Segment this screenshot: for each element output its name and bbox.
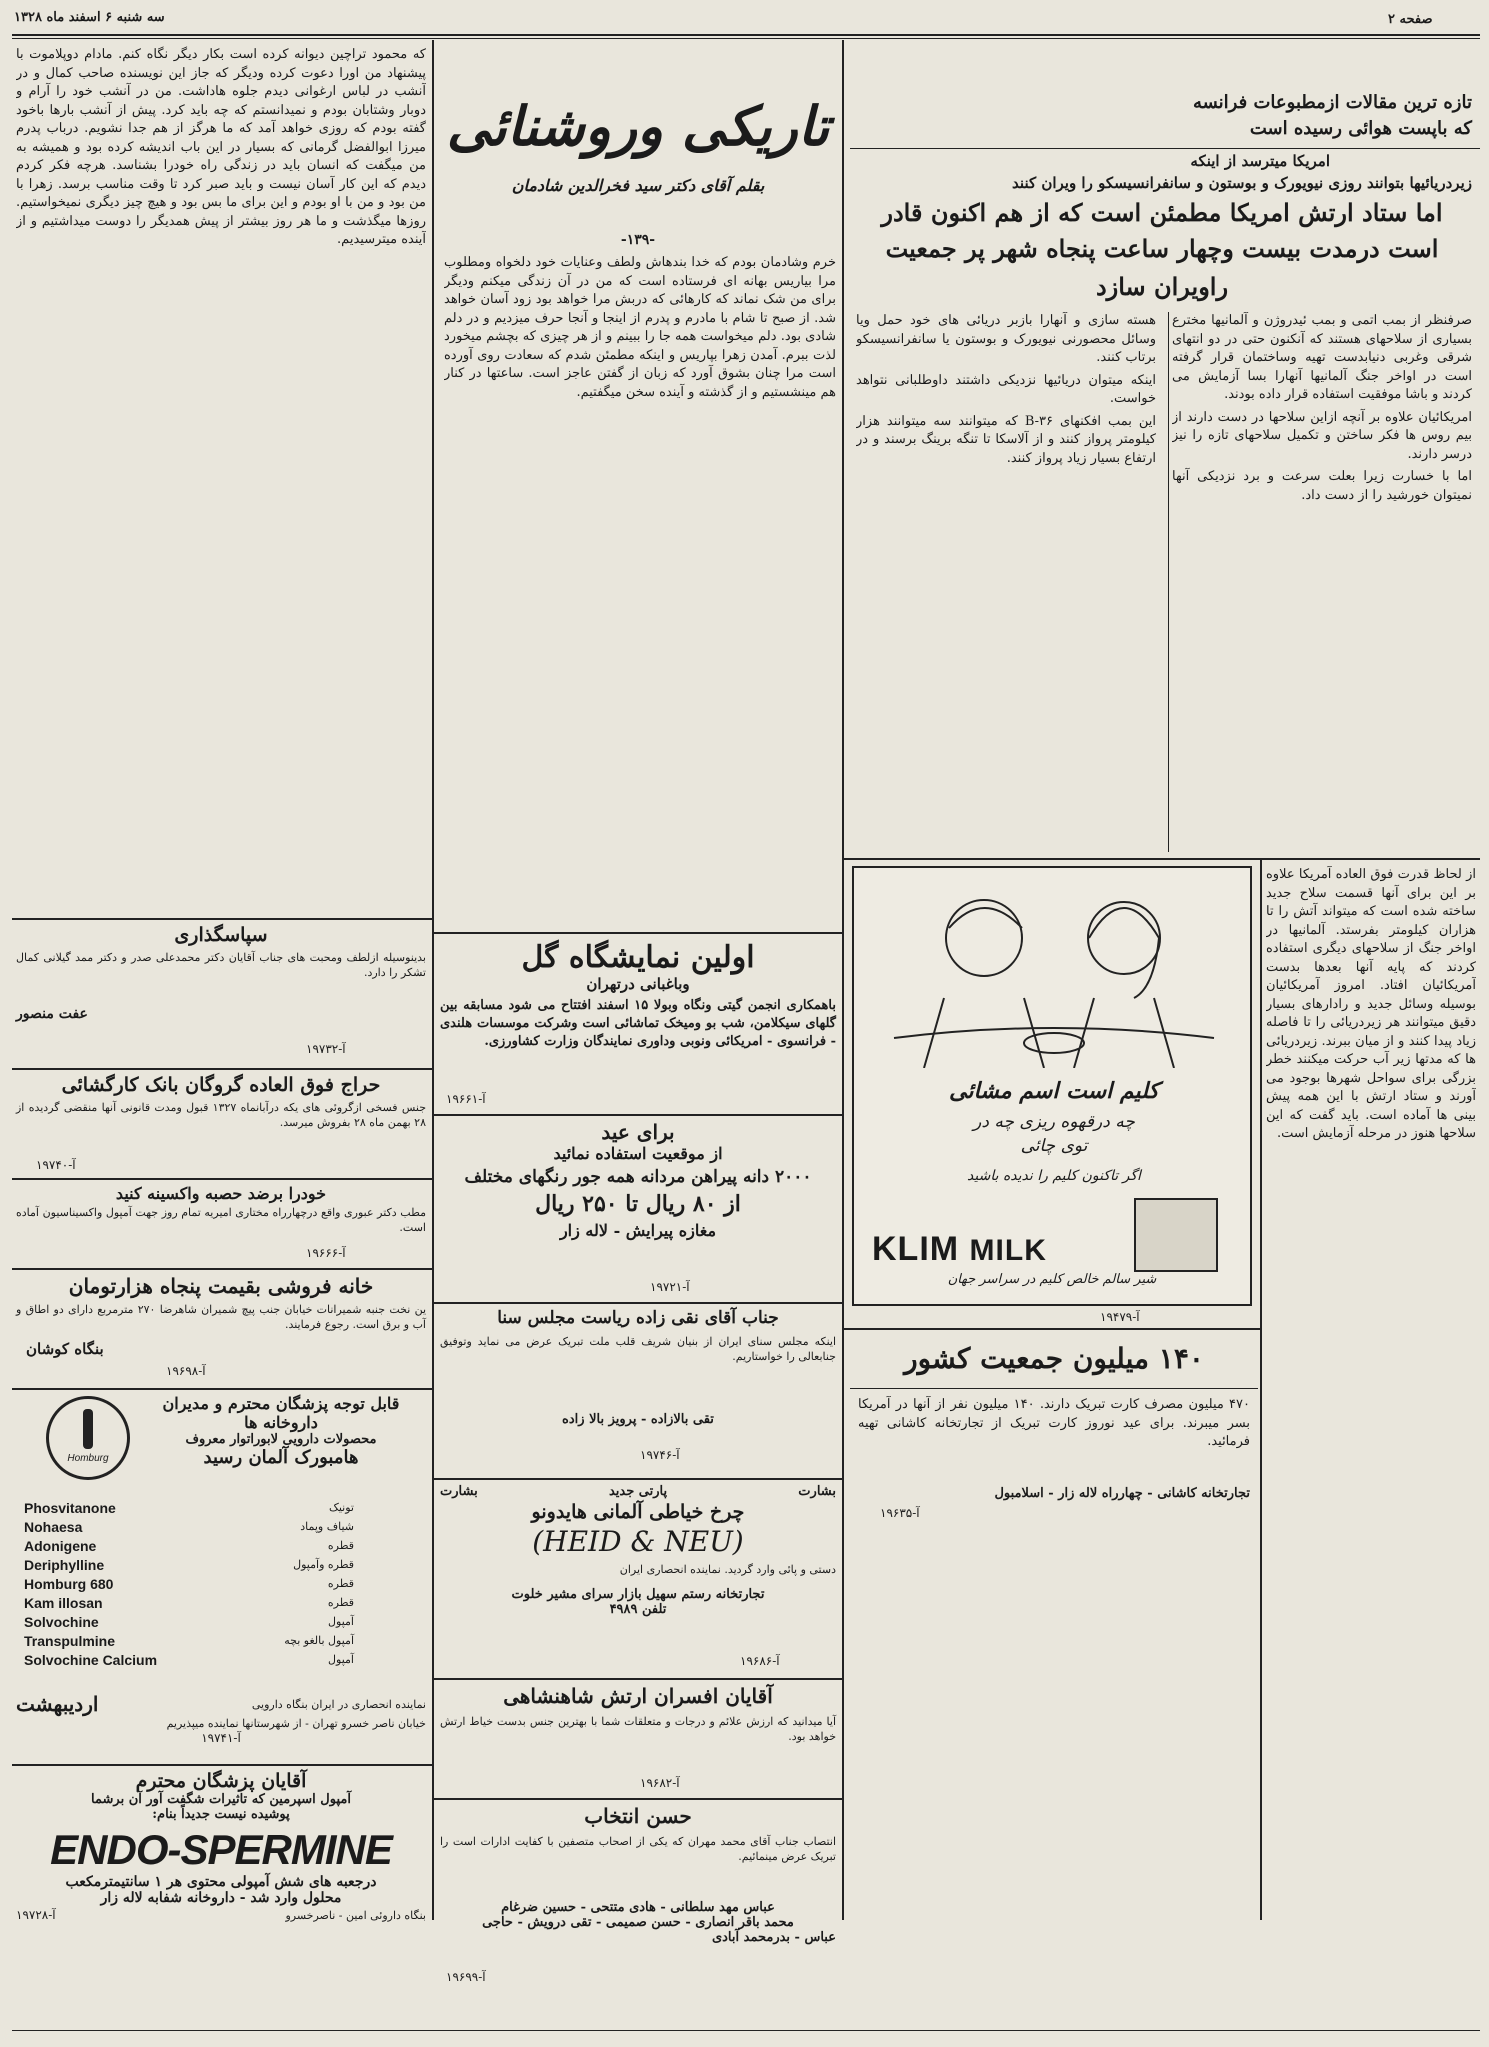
col-rule-1 bbox=[432, 40, 434, 1920]
eid-price: از ۸۰ ریال تا ۲۵۰ ریال bbox=[535, 1191, 741, 1217]
naghi-ad bbox=[440, 1308, 836, 1472]
eid-text: ۲۰۰۰ دانه پیراهن مردانه همه جور رنگهای مختلف bbox=[464, 1167, 812, 1187]
heid-rule bbox=[434, 1678, 842, 1680]
house-ref: آ-۱۹۶۹۸ bbox=[166, 1364, 206, 1378]
klim-bottom-rule bbox=[844, 1328, 1262, 1330]
product-row bbox=[24, 1574, 354, 1593]
army-rule bbox=[434, 1798, 842, 1800]
pop-title: ۱۴۰ میلیون جمعیت کشور bbox=[904, 1342, 1204, 1375]
product-name: Kam illosan bbox=[24, 1594, 103, 1611]
product-row bbox=[24, 1498, 354, 1517]
product-row bbox=[24, 1593, 354, 1612]
product-type: آمپول بالغو بچه bbox=[284, 1634, 354, 1647]
product-type: آمپول bbox=[328, 1615, 354, 1628]
right-article-bottom-rule bbox=[844, 858, 1480, 860]
product-name: Solvochine bbox=[24, 1613, 99, 1630]
pop-text: ۴۷۰ میلیون مصرف کارت تبریک دارند. ۱۴۰ میلیون نفر از آنها در آمریکا بسر میبرند. برای عید نوروز کارت تبریک از تجارتخانه کاشانی تهیه فرمائید. bbox=[858, 1397, 1250, 1449]
pharma-rule bbox=[12, 1764, 432, 1766]
story-episode: -۱۳۹- bbox=[620, 232, 656, 248]
right-bottom-text: از لحاظ قدرت فوق العاده آمریکا علاوه بر این برای آنها قسمت سلاح جدید ساخته شده است که میتواند آتش را تا هزاران کیلومتر بفرستد. آلمانیها در اواخر جنگ از سلاحهای دیگری استفاده کردند که پایه آنها بعدها بدست آمریکائیان افتاد. امروز آمریکائیان بوسیله وسائل جدید و رادارهای بسیار دقیق میتوانند هر زیردریائی را تا فاصله زیاد پیدا کنند و از میان ببرند. زیردریائی ها که مدتها زیر آب حرکت میکنند خطر بزرگی برای سواحل شهرها بوجود می آورند و ستاد ارتش با این همه پیش بینی ها آماده است. باید گفت که این سلاحها هنوز در مرحله آزمایش است. bbox=[1266, 867, 1476, 1141]
pharma-title-2: داروخانه ها bbox=[244, 1413, 318, 1432]
thanks-title: سپاسگذاری bbox=[174, 924, 268, 946]
house-ad bbox=[16, 1274, 426, 1384]
choice-ref: آ-۱۹۶۹۹ bbox=[446, 1970, 486, 1984]
house-text: ین نخت جنبه شمیرانات خیابان جنب پیچ شمیران شاهرضا ۲۷۰ مترمربع دارای دو اطاق و آب و برق است. رجوع فرمایند. bbox=[16, 1303, 426, 1331]
product-row bbox=[24, 1631, 354, 1650]
eid-rule bbox=[434, 1302, 842, 1304]
product-type: قطره وآمپول bbox=[293, 1558, 354, 1571]
flower-rule bbox=[434, 1114, 842, 1116]
choice-text: انتصاب جناب آقای محمد مهران که یکی از اصحاب متصفین با کفایت ادارات است را تبریک عرض مینمائیم. bbox=[440, 1835, 836, 1863]
klim-line-3: اگر تاکنون کلیم را ندیده باشید bbox=[967, 1168, 1141, 1184]
kicker-rule bbox=[850, 148, 1480, 149]
flower-text: باهمکاری انجمن گیتی ونگاه وبولا ۱۵ اسفند افتتاح می شود مسابقه بین گلهای سیکلامن، شب بو ومیخک تماشائی است وشرکت موسسات هلندی - فرانسوی - امریکائی ونوبی وداوری نمایندگان وزارت کشاورزی. bbox=[440, 998, 836, 1049]
product-name: Solvochine Calcium bbox=[24, 1651, 158, 1668]
right-para-c: هسته سازی و آنهارا بازبر دریائی های خود حمل ویا وسائل محصورنی نیویورک و بوستون یا سانفرانسیسکو برتاب کنند. bbox=[856, 313, 1156, 365]
auction-text: جنس فسخی ازگروئی های یکه درآبانماه ۱۳۲۷ قبول ومدت قانونی آنها منقضی گردیده از ۲۸ بهمن ماه ۲۸ بفروش میرسد. bbox=[16, 1101, 426, 1129]
auction-rule bbox=[12, 1178, 432, 1180]
heid-tel: تلفن ۴۹۸۹ bbox=[609, 1602, 667, 1617]
klim-headline: کلیم است اسم مشائی bbox=[949, 1078, 1159, 1104]
product-type: قطره bbox=[327, 1539, 354, 1552]
product-row bbox=[24, 1612, 354, 1631]
page-number: صفحه ۲ bbox=[1388, 12, 1433, 27]
endo-addr: بنگاه داروئی امین - ناصرخسرو bbox=[285, 1909, 426, 1922]
endo-line-4: محلول وارد شد - داروخانه شفابه لاله زار bbox=[100, 1890, 342, 1906]
choice-ad bbox=[440, 1804, 836, 2004]
auction-ad bbox=[16, 1074, 426, 1174]
naghi-title: جناب آقای نقی زاده ریاست مجلس سنا bbox=[497, 1308, 779, 1328]
headline-1: اما ستاد ارتش امریکا مطمئن است که از هم اکنون قادر bbox=[881, 198, 1443, 227]
klim-can bbox=[1134, 1198, 1218, 1272]
heid-shop: تجارتخانه رستم سهیل بازار سرای مشیر خلوت bbox=[511, 1587, 765, 1602]
choice-names-3: عباس - بدرمحمد آبادی bbox=[711, 1930, 836, 1945]
pop-shop: تجارتخانه کاشانی - چهارراه لاله زار - اسلامبول bbox=[994, 1486, 1250, 1501]
pop-ad bbox=[850, 1336, 1258, 1526]
pharma-agent-name: اردیبهشت bbox=[16, 1692, 99, 1716]
heid-kicker-m: پارتی جدید bbox=[608, 1484, 668, 1499]
header-rule bbox=[12, 34, 1480, 36]
heid-kicker-l: بشارت bbox=[440, 1484, 478, 1499]
col-rule-3 bbox=[1260, 860, 1262, 1920]
footer-rule bbox=[12, 2030, 1480, 2031]
headline-2: است درمدت بیست وچهار ساعت پنجاه شهر پر جمعیت bbox=[885, 234, 1439, 263]
thanks-rule bbox=[12, 1068, 432, 1070]
pharma-line: محصولات دارویی لابوراتوار معروف bbox=[185, 1432, 377, 1447]
homburg-logo bbox=[46, 1396, 130, 1480]
army-ref: آ-۱۹۶۸۲ bbox=[640, 1776, 680, 1790]
headline-3: راویران سازد bbox=[1095, 272, 1229, 301]
eid-title: برای عید bbox=[601, 1120, 675, 1144]
heid-ad bbox=[440, 1484, 836, 1674]
product-type: تونیک bbox=[329, 1501, 354, 1514]
right-para-b: امریکائیان علاوه بر آنچه ازاین سلاحها در دست دارند از بیم روس ها فکر ساختن و تکمیل سلاحهای تازه را نیز درسر دارند. bbox=[1172, 409, 1472, 462]
product-name: Homburg 680 bbox=[24, 1575, 114, 1592]
vaccine-ref: آ-۱۹۶۶۶ bbox=[306, 1246, 346, 1260]
klim-line-2: توی چائی bbox=[1020, 1136, 1088, 1156]
story-byline: بقلم آقای دکتر سید فخرالدین شادمان bbox=[511, 176, 765, 195]
vaccine-title: خودرا برضد حصبه واکسینه کنید bbox=[115, 1184, 327, 1203]
eid-ad bbox=[440, 1120, 836, 1298]
vaccine-rule bbox=[12, 1268, 432, 1270]
homburg-logo-text: Homburg bbox=[67, 1453, 109, 1464]
story-text: خرم وشادمان بودم که خدا بندهاش ولطف وعنایات خود دلخواه ومطلوب مرا بیاریس بهانه ای فرستاده است که من در آن زندگی میکنم ودیگر برای من شک نماند که کارهائی که دربش مرا خواهد بود زود آسان خواهد شد. از صبح تا شام با مادرم و پدرم از اینجا و آنجا حرف میزدیم و در دلم شادی بود. دلم میخواست همه جا را ببینم و از هر چیزی که بچشم میخورد لذت ببرم. آمدن زهرا بپاریس و اینکه مطمئن شدم که سعادت روی آورده است مرا چنان بشوق آورد که زبان از گفتن عاجز است. ساعتها در کنار هم مینشستیم و از گذشته و آینده سخن میگفتیم. bbox=[444, 255, 836, 400]
product-name: Nohaesa bbox=[24, 1518, 83, 1535]
product-name: Phosvitanone bbox=[24, 1499, 116, 1516]
heid-ref: آ-۱۹۶۸۶ bbox=[740, 1654, 780, 1668]
endo-line-2: پوشیده نیست جدیداً بنام: bbox=[152, 1807, 290, 1822]
endo-ref: آ-۱۹۷۲۸ bbox=[16, 1908, 56, 1922]
left-story-bottom-rule bbox=[12, 918, 432, 920]
pharma-agent-label: نماینده انحصاری در ایران بنگاه دارویی bbox=[251, 1697, 426, 1711]
klim-ad bbox=[852, 866, 1252, 1306]
right-article-split bbox=[1168, 312, 1169, 852]
choice-names-1: عباس مهد سلطانی - هادی متتحی - حسین ضرغام bbox=[501, 1900, 775, 1915]
endo-title: آقایان پزشگان محترم bbox=[135, 1770, 307, 1792]
klim-line-1: چه درقهوه ریزی چه در bbox=[973, 1112, 1135, 1132]
choice-names-2: محمد باقر انصاری - حسن صمیمی - تقی درویش - حاجی bbox=[482, 1915, 794, 1930]
col-rule-2 bbox=[842, 40, 844, 1920]
thanks-sign: عفت منصور bbox=[16, 1006, 88, 1022]
flower-title: اولین نمایشگاه گل bbox=[521, 940, 755, 975]
story-title: تاریکی وروشنائی bbox=[446, 94, 830, 158]
thanks-text: بدینوسیله ازلطف ومحبت های جناب آقایان دکتر محمدعلی صدر و دکتر ممد گیلانی کمال تشکر را دارد. bbox=[16, 951, 426, 979]
endo-line-1: آمپول اسپرمین که تاثیرات شگفت آور آن برشما bbox=[91, 1792, 351, 1807]
right-para-f: این بمب افکنهای B-۳۶ که میتوانند سه میتوانند هزار کیلومتر پرواز کنند و از آلاسکا تا تنگه برینگ برسند و در ارتفاع بسیار زیاد پرواز کنند. bbox=[856, 413, 1156, 466]
eid-ref: آ-۱۹۷۲۱ bbox=[650, 1280, 690, 1294]
product-type: شیاف وپماد bbox=[300, 1520, 354, 1533]
product-type: قطره bbox=[327, 1596, 354, 1609]
heid-text: دستی و پائی وارد گردید. نماینده انحصاری ایران bbox=[619, 1563, 836, 1576]
army-title: آقایان افسران ارتش شاهنشاهی bbox=[503, 1684, 773, 1708]
product-list bbox=[24, 1498, 354, 1669]
choice-title: حسن انتخاب bbox=[584, 1804, 692, 1828]
vaccine-text: مطب دکتر عبوری واقع درچهارراه مختاری امیریه تمام روز جهت آمپول واکسیناسیون آماده است. bbox=[16, 1206, 426, 1234]
klim-brand-2: MILK bbox=[969, 1234, 1047, 1267]
thanks-ref: آ-۱۹۷۳۲ bbox=[306, 1042, 346, 1056]
klim-brand-1: KLIM bbox=[872, 1230, 960, 1268]
heid-title: چرخ خیاطی آلمانی هایدونو bbox=[531, 1501, 745, 1523]
product-name: Deriphylline bbox=[24, 1556, 105, 1573]
house-agent: بنگاه کوشان bbox=[26, 1340, 104, 1358]
page-date: سه شنبه ۶ اسفند ماه ۱۳۲۸ bbox=[14, 10, 165, 25]
pop-rule bbox=[850, 1388, 1258, 1389]
auction-ref: آ-۱۹۷۴۰ bbox=[36, 1158, 76, 1172]
army-ad bbox=[440, 1684, 836, 1794]
flower-ref: آ-۱۹۶۶۱ bbox=[446, 1092, 486, 1106]
auction-title: حراج فوق العاده گروگان بانک کارگشائی bbox=[61, 1074, 381, 1096]
pharma-ad bbox=[16, 1394, 426, 1724]
pharma-ref: آ-۱۹۷۴۱ bbox=[201, 1731, 241, 1745]
flower-ad bbox=[440, 940, 836, 1110]
house-title: خانه فروشی بقیمت پنجاه هزارتومان bbox=[68, 1274, 374, 1298]
endo-brand: ENDO-SPERMINE bbox=[50, 1826, 392, 1873]
header-rule-2 bbox=[12, 38, 1480, 39]
endo-line-3: درجعبه های شش آمپولی محتوی هر ۱ سانتیمترمکعب bbox=[65, 1874, 377, 1890]
naghi-rule bbox=[434, 1478, 842, 1480]
product-row bbox=[24, 1517, 354, 1536]
naghi-sign: تقی بالازاده - پرویز بالا زاده bbox=[562, 1412, 714, 1427]
klim-tagline: شیر سالم خالص کلیم در سراسر جهان bbox=[947, 1272, 1157, 1287]
sub-headline-1: امریکا میترسد از اینکه bbox=[1190, 152, 1330, 170]
right-para-d: اینکه میتوان دریائیها نزدیکی داشتند داوطلبانی نتواهد خواست. bbox=[856, 372, 1156, 406]
right-article-col-a bbox=[1172, 312, 1472, 852]
kicker-2: که باپست هوائی رسیده است bbox=[1249, 118, 1472, 139]
product-name: Adonigene bbox=[24, 1537, 97, 1554]
pop-ref: آ-۱۹۶۳۵ bbox=[880, 1506, 920, 1520]
klim-illustration bbox=[854, 868, 1250, 1068]
product-row bbox=[24, 1555, 354, 1574]
klim-brand bbox=[872, 1230, 1047, 1269]
left-story-text: که محمود تراچین دیوانه کرده است بکار دیگر نگاه کنم. مادام دوپلاموت با پیشنهاد من اورا دعوت کرده ودیگر که جاز این نویسنده صاحب کمال و در آنشب در لباس ارغوانی دیدم جلوه هاداشت. من در آنشب خود را آرام و دوبار وشتابان بودم و نمیدانستم که چه باید کرد. پیش از آنشب بارها باخود گفته بودم که روزی خواهد آمد که ما هرگز از هم جدا نشویم. درباب پدرم میرزا ابوالفضل گرمانی که بسیار در این باب اندیشه کرده بود و همیشه به من میگفت که انسان باید در زندگی راه خودرا بشناسد. هرچه فکر کردم دیدم که این کار آسان نیست و باید صبر کرد تا وقت مناسب برسد. زهرا با من بود و من با او بودم و این برای ما بس بود و هیچ چیز دیگری نمیخواستیم. روزها میگذشت و ما هر روز بیشتر از پیش همدیگر را دوست میداشتیم و از آینده میترسیدیم. bbox=[16, 47, 426, 247]
product-name: Transpulmine bbox=[24, 1632, 116, 1649]
product-type: قطره bbox=[327, 1577, 354, 1590]
army-text: آیا میدانید که ارزش علائم و درجات و متعلقات شما با بهترین جنس بدست خیاط ارتش خواهد بود. bbox=[440, 1715, 836, 1743]
heid-kicker-r: بشارت bbox=[798, 1484, 836, 1499]
product-row bbox=[24, 1536, 354, 1555]
story-bottom-rule bbox=[434, 932, 842, 934]
right-article bbox=[850, 44, 1480, 854]
thanks-ad bbox=[16, 924, 426, 1064]
product-type: آمپول bbox=[328, 1653, 354, 1666]
right-para-a: صرفنظر از بمب اتمی و بمب ئیدروژن و آلمانیها مخترع بسیاری از سلاحهای هستند که آنکنون حتی در دو انتهای شرقی وغربی دنیابدست تهیه وساختمان قرار گرفته است در اواخر جنگ آلمانیها آنهارا بسا آزمایش می کردند و باشا موفقیت استفاده قرار داده بودند. bbox=[1172, 313, 1472, 402]
sub-headline-2: زیردریائیها بتوانند روزی نیویورک و بوستون و سانفرانسیسکو را ویران کنند bbox=[1012, 174, 1472, 192]
product-row bbox=[24, 1650, 354, 1669]
endo-ad bbox=[16, 1770, 426, 2020]
eid-shop: مغازه پیرایش - لاله زار bbox=[559, 1221, 717, 1240]
house-rule bbox=[12, 1388, 432, 1390]
naghi-text: اینکه مجلس سنای ایران از بنیان شریف قلب ملت تبریک عرض می نماید وتوفیق جنابعالی را خواستاریم. bbox=[440, 1335, 836, 1363]
klim-ref: آ-۱۹۴۷۹ bbox=[1100, 1310, 1140, 1324]
pharma-brand: هامبورک آلمان رسید bbox=[203, 1447, 359, 1468]
right-article-col-b bbox=[856, 312, 1156, 852]
kicker-1: تازه ترین مقالات ازمطبوعات فرانسه bbox=[1192, 92, 1472, 113]
eid-sub: از موقعیت استفاده نمائید bbox=[553, 1144, 723, 1163]
flower-sub: وباغبانی درتهران bbox=[586, 975, 690, 993]
pharma-addr: خیابان ناصر خسرو تهران - از شهرستانها نماینده میپذیریم bbox=[166, 1717, 426, 1730]
naghi-ref: آ-۱۹۷۴۶ bbox=[640, 1448, 680, 1462]
vaccine-ad bbox=[16, 1184, 426, 1264]
pharma-title-1: قابل توجه پزشگان محترم و مدیران bbox=[162, 1394, 400, 1413]
homburg-logo-mark bbox=[83, 1409, 93, 1449]
heid-latin: (HEID & NEU) bbox=[532, 1525, 744, 1558]
pharma-agent bbox=[16, 1692, 426, 1745]
right-para-e: اما با خسارت زیرا بعلت سرعت و برد نزدیکی آنها نمیتوان خورشید را از دست داد. bbox=[1172, 469, 1472, 503]
